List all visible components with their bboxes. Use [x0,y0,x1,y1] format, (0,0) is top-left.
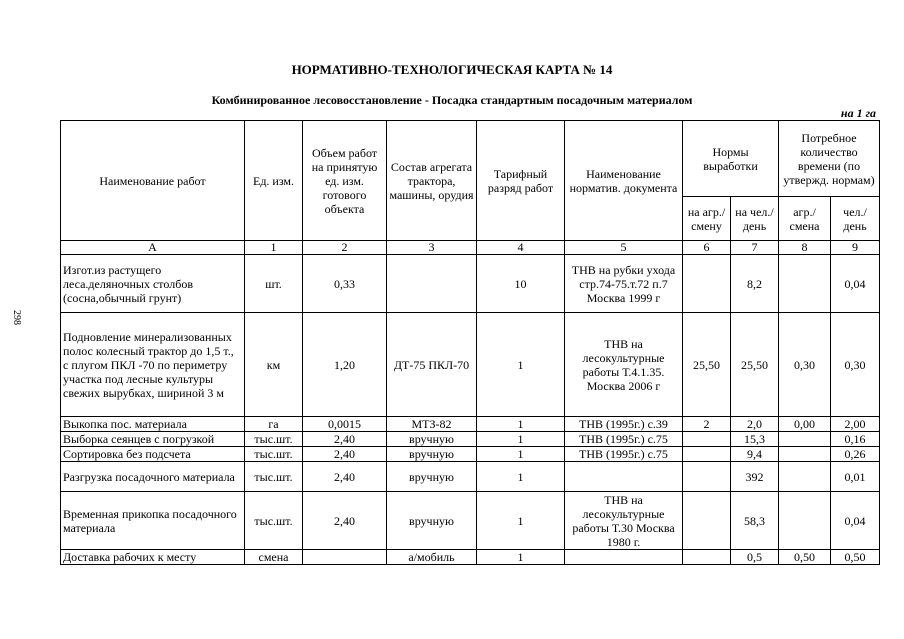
row-norm-agr [683,462,731,492]
row-aggregate: вручную [387,432,477,447]
row-time-man: 0,01 [831,462,880,492]
index-cell: 1 [245,241,303,255]
row-document: ТНВ (1995г.) с.75 [565,432,683,447]
row-aggregate: вручную [387,462,477,492]
page-subtitle: Комбинированное лесовосстановление - Посадка стандартным посадочным материалом [211,93,693,107]
row-time-agr [779,255,831,313]
norms-table [60,120,880,565]
header-time-man: чел./ день [831,197,880,241]
row-grade: 1 [477,462,565,492]
index-cell: А [61,241,245,255]
row-document [565,462,683,492]
row-time-agr [779,447,831,462]
header-time: Потребное количество времени (по утвержд. нормам) [779,121,880,197]
header-name: Наименование работ [61,121,245,241]
row-aggregate: а/мобиль [387,550,477,565]
row-unit: тыс.шт. [245,447,303,462]
table-row [61,417,880,432]
row-aggregate: вручную [387,447,477,462]
row-unit: тыс.шт. [245,462,303,492]
row-grade: 1 [477,432,565,447]
table-row [61,550,880,565]
row-time-agr: 0,30 [779,313,831,417]
row-norm-man: 58,3 [731,492,779,550]
page-number: 298 [11,310,22,325]
row-norm-man: 2,0 [731,417,779,432]
row-name: Разгрузка посадочного материала [61,462,245,492]
row-norm-agr [683,255,731,313]
row-time-man: 0,04 [831,255,880,313]
row-time-agr [779,432,831,447]
row-time-man: 0,26 [831,447,880,462]
row-aggregate: вручную [387,492,477,550]
row-time-agr: 0,00 [779,417,831,432]
row-time-man: 2,00 [831,417,880,432]
row-name: Временная прикопка посадочного материала [61,492,245,550]
row-unit: смена [245,550,303,565]
row-name: Выкопка пос. материала [61,417,245,432]
row-grade: 1 [477,417,565,432]
row-volume: 0,33 [303,255,387,313]
row-grade: 1 [477,550,565,565]
row-norm-agr [683,432,731,447]
row-volume [303,550,387,565]
row-volume: 2,40 [303,492,387,550]
row-norm-man: 25,50 [731,313,779,417]
row-unit: тыс.шт. [245,432,303,447]
row-time-agr [779,492,831,550]
row-document [565,550,683,565]
page-title: НОРМАТИВНО-ТЕХНОЛОГИЧЕСКАЯ КАРТА № 14 [291,62,613,77]
table-row [61,492,880,550]
header-aggregate: Состав агрегата трактора, машины, орудия [387,121,477,241]
index-cell: 3 [387,241,477,255]
row-unit: км [245,313,303,417]
header-time-agr: агр./ смена [779,197,831,241]
index-cell: 8 [779,241,831,255]
row-time-man: 0,50 [831,550,880,565]
header-norms: Нормы выработки [683,121,779,197]
index-row [61,241,880,255]
row-grade: 10 [477,255,565,313]
row-norm-man: 392 [731,462,779,492]
per-unit-label: на 1 га [840,106,876,120]
header-norm-man: на чел./ день [731,197,779,241]
row-volume: 2,40 [303,462,387,492]
row-norm-agr: 25,50 [683,313,731,417]
row-grade: 1 [477,313,565,417]
header-unit: Ед. изм. [245,121,303,241]
row-time-agr: 0,50 [779,550,831,565]
row-time-man: 0,04 [831,492,880,550]
table-row [61,432,880,447]
index-cell: 7 [731,241,779,255]
row-norm-agr [683,550,731,565]
header-norm-agr: на агр./ смену [683,197,731,241]
row-volume: 2,40 [303,447,387,462]
row-time-man: 0,16 [831,432,880,447]
row-name: Доставка рабочих к месту [61,550,245,565]
row-time-agr [779,462,831,492]
index-cell: 9 [831,241,880,255]
row-norm-agr [683,447,731,462]
row-unit: шт. [245,255,303,313]
row-document: ТНВ (1995г.) с.75 [565,447,683,462]
row-grade: 1 [477,447,565,462]
row-norm-man: 0,5 [731,550,779,565]
row-volume: 0,0015 [303,417,387,432]
row-document: ТНВ на лесокультурные работы Т.4.1.35. Москва 2006 г [565,313,683,417]
row-unit: тыс.шт. [245,492,303,550]
table-row [61,462,880,492]
row-aggregate [387,255,477,313]
index-cell: 5 [565,241,683,255]
table-row [61,447,880,462]
row-norm-man: 15,3 [731,432,779,447]
row-document: ТНВ (1995г.) с.39 [565,417,683,432]
row-norm-agr [683,492,731,550]
row-document: ТНВ на лесокультурные работы Т.30 Москва 1980 г. [565,492,683,550]
row-norm-man: 8,2 [731,255,779,313]
row-name: Выборка сеянцев с погрузкой [61,432,245,447]
row-norm-man: 9,4 [731,447,779,462]
row-aggregate: МТЗ-82 [387,417,477,432]
index-cell: 4 [477,241,565,255]
row-document: ТНВ на рубки ухода стр.74-75.т.72 п.7 Москва 1999 г [565,255,683,313]
header-document: Наименование норматив. документа [565,121,683,241]
row-time-man: 0,30 [831,313,880,417]
table-row [61,255,880,313]
row-norm-agr: 2 [683,417,731,432]
row-aggregate: ДТ-75 ПКЛ-70 [387,313,477,417]
row-grade: 1 [477,492,565,550]
row-volume: 1,20 [303,313,387,417]
row-name: Сортировка без подсчета [61,447,245,462]
row-volume: 2,40 [303,432,387,447]
row-name: Подновление минерализованных полос колесный трактор до 1,5 т., с плугом ПКЛ -70 по периметру участка под лесные культуры свежих вырубках, шириной 3 м [61,313,245,417]
header-volume: Объем работ на принятую ед. изм. готового объекта [303,121,387,241]
row-unit: га [245,417,303,432]
index-cell: 2 [303,241,387,255]
index-cell: 6 [683,241,731,255]
table-row [61,313,880,417]
header-grade: Тарифный разряд работ [477,121,565,241]
row-name: Изгот.из растущего леса.деляночных столбов (сосна,обычный грунт) [61,255,245,313]
